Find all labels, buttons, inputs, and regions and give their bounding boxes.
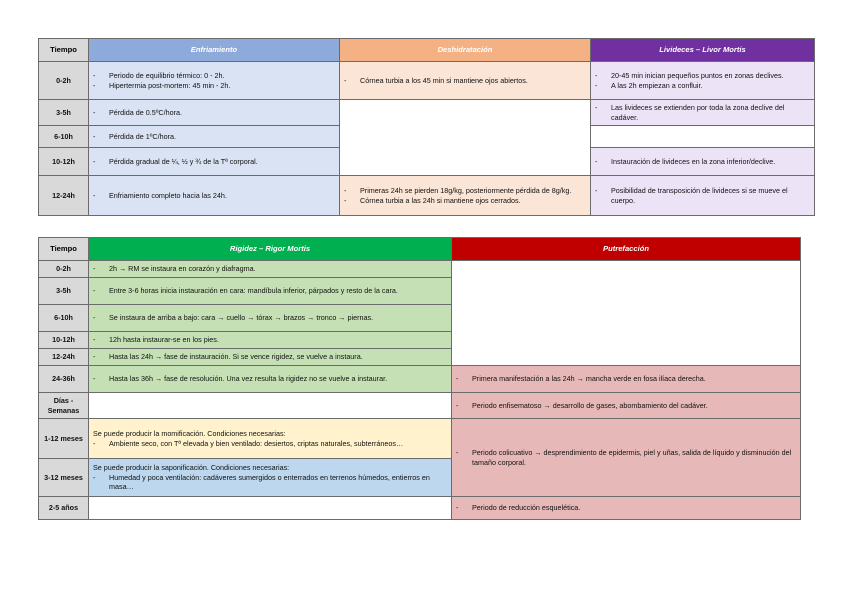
table-row xyxy=(39,366,801,393)
rigidez-cell xyxy=(89,332,452,349)
time-cell: 0-2h xyxy=(39,261,89,278)
deshidratacion-cell xyxy=(340,62,591,100)
table-header-row xyxy=(39,39,815,62)
time-cell: 3-12 meses xyxy=(39,459,89,497)
livideces-cell xyxy=(591,100,815,126)
table-row xyxy=(39,176,815,216)
bullet-item: - Se instaura de arriba a bajo: cara → cuello → tórax → brazos → tronco → piernas. xyxy=(93,313,374,323)
bullet-item: - Periodo de reducción esquelética. xyxy=(456,503,581,513)
bullet-item: - Pérdida de 0.5ºC/hora. xyxy=(93,107,182,117)
enfriamiento-cell xyxy=(89,176,340,216)
bullet-item: - Pérdida gradual de ¼, ½ y ¾ de la Tª corporal. xyxy=(93,156,258,166)
header-tiempo: Tiempo xyxy=(39,238,89,261)
table-row xyxy=(39,100,815,126)
bullet-item: - Las livideces se extienden por toda la zona declive del cadáver. xyxy=(595,102,785,122)
bullet-item: - Entre 3-6 horas inicia instauración en cara: mandíbula inferior, párpados y resto de la cara. xyxy=(93,286,398,296)
rigidez-cell xyxy=(89,349,452,366)
time-cell: 3-5h xyxy=(39,278,89,305)
time-cell: 2-5 años xyxy=(39,497,89,520)
header-enfriamiento: Enfriamiento xyxy=(89,39,340,62)
time-cell: 10-12h xyxy=(39,148,89,176)
putrefaccion-cell xyxy=(452,419,801,497)
bullet-item: - Ambiente seco, con Tª elevada y bien ventilado: desiertos, criptas naturales, subterráneos… xyxy=(93,438,404,448)
bullet-item: - Primeras 24h se pierden 18g/kg, posteriormente pérdida de 8g/kg. xyxy=(344,185,572,195)
table-row xyxy=(39,419,801,459)
time-cell: 3-5h xyxy=(39,100,89,126)
bullet-item: - Periodo enfisematoso → desarrollo de gases, abombamiento del cadáver. xyxy=(456,400,708,410)
table-row xyxy=(39,393,801,419)
putrefaccion-cell xyxy=(452,366,801,393)
header-deshidratacion: Deshidratación xyxy=(340,39,591,62)
saponificacion-cell xyxy=(89,459,452,497)
enfriamiento-cell xyxy=(89,148,340,176)
header-livideces: Livideces – Livor Mortis xyxy=(591,39,815,62)
bullet-item: - Periodo de equilibrio térmico: 0 - 2h. xyxy=(93,70,225,80)
livideces-empty-cell xyxy=(591,126,815,148)
bullet-item: - Enfriamiento completo hacia las 24h. xyxy=(93,190,227,200)
bullet-item: - 12h hasta instaurar-se en los pies. xyxy=(93,335,219,345)
bullet-item: - Primera manifestación a las 24h → mancha verde en fosa ilíaca derecha. xyxy=(456,374,706,384)
table-enfriamiento-deshidratacion-livideces xyxy=(38,38,815,216)
saponificacion-intro: Se puede producir la saponificación. Condiciones necesarias: xyxy=(93,462,290,472)
enfriamiento-cell xyxy=(89,100,340,126)
bullet-item: - Córnea turbia a los 45 min si mantiene ojos abiertos. xyxy=(344,75,528,85)
time-cell: 1-12 meses xyxy=(39,419,89,459)
rigidez-cell xyxy=(89,366,452,393)
livideces-cell xyxy=(591,62,815,100)
putrefaccion-cell xyxy=(452,497,801,520)
bullet-item: - Pérdida de 1ºC/hora. xyxy=(93,131,176,141)
livideces-cell xyxy=(591,148,815,176)
time-cell: 24-36h xyxy=(39,366,89,393)
table-row xyxy=(39,261,801,278)
bullet-item: - Córnea turbia a las 24h si mantiene ojos cerrados. xyxy=(344,195,521,205)
header-tiempo: Tiempo xyxy=(39,39,89,62)
momificacion-cell xyxy=(89,419,452,459)
livideces-cell xyxy=(591,176,815,216)
time-cell: 6-10h xyxy=(39,305,89,332)
bullet-item: - 20-45 min inician pequeños puntos en zonas declives. xyxy=(595,70,784,80)
enfriamiento-cell xyxy=(89,126,340,148)
table-header-row xyxy=(39,238,801,261)
bullet-item: - A las 2h empiezan a confluir. xyxy=(595,80,703,90)
table-row xyxy=(39,62,815,100)
bullet-item: - Periodo colicuativo → desprendimiento de epidermis, piel y uñas, salida de líquido y disminución del tamaño corporal. xyxy=(456,447,792,467)
deshidratacion-empty-cell xyxy=(340,100,591,176)
time-cell: 10-12h xyxy=(39,332,89,349)
header-putrefaccion: Putrefacción xyxy=(452,238,801,261)
rigidez-empty-cell xyxy=(89,497,452,520)
time-cell: 0-2h xyxy=(39,62,89,100)
rigidez-cell xyxy=(89,261,452,278)
bullet-item: - Posibilidad de transposición de livideces si se mueve el cuerpo. xyxy=(595,185,788,205)
putrefaccion-cell xyxy=(452,393,801,419)
table-row xyxy=(39,497,801,520)
bullet-item: - 2h → RM se instaura en corazón y diafragma. xyxy=(93,264,256,274)
bullet-item: - Hasta las 24h → fase de instauración. Si se vence rigidez, se vuelve a instaura. xyxy=(93,352,363,362)
header-rigidez: Rigidez – Rigor Mortis xyxy=(89,238,452,261)
rigidez-cell xyxy=(89,305,452,332)
bullet-item: - Hasta las 36h → fase de resolución. Una vez resulta la rigidez no se vuelve a instaurar. xyxy=(93,374,388,384)
rigidez-cell xyxy=(89,278,452,305)
bullet-item: - Instauración de livideces en la zona inferior/declive. xyxy=(595,156,776,166)
putrefaccion-empty-cell xyxy=(452,261,801,366)
momificacion-intro: Se puede producir la momificación. Condiciones necesarias: xyxy=(93,428,286,438)
enfriamiento-cell xyxy=(89,62,340,100)
time-cell: 12-24h xyxy=(39,176,89,216)
table-rigidez-putrefaccion xyxy=(38,237,801,520)
rigidez-empty-cell xyxy=(89,393,452,419)
bullet-item: - Humedad y poca ventilación: cadáveres sumergidos o enterrados en terrenos húmedos, entierros en masa… xyxy=(93,472,430,492)
bullet-item: - Hipertermia post-mortem: 45 min - 2h. xyxy=(93,80,231,90)
time-cell: 12-24h xyxy=(39,349,89,366)
deshidratacion-cell xyxy=(340,176,591,216)
time-cell: Días - Semanas xyxy=(39,393,89,419)
time-cell: 6-10h xyxy=(39,126,89,148)
